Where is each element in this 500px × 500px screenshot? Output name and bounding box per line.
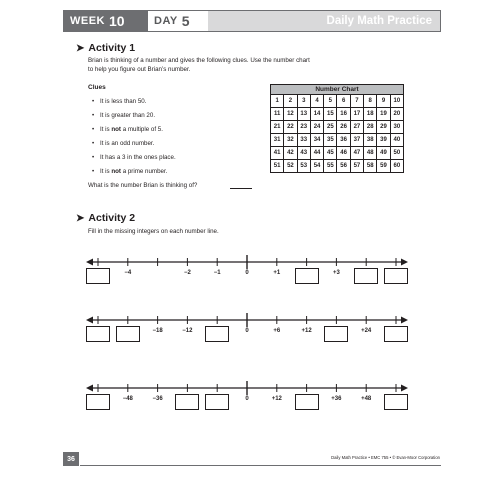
clue-text: It is not a prime number. — [100, 168, 168, 175]
chart-cell: 9 — [377, 95, 390, 108]
chart-cell: 32 — [284, 134, 297, 147]
chart-cell: 44 — [310, 147, 323, 160]
chart-cell: 13 — [297, 108, 310, 121]
chart-cell: 43 — [297, 147, 310, 160]
bullet-icon: • — [92, 168, 95, 175]
chart-cell: 29 — [377, 121, 390, 134]
chart-cell: 28 — [364, 121, 377, 134]
chart-cell: 4 — [310, 95, 323, 108]
chart-cell: 5 — [324, 95, 337, 108]
bullet-icon: • — [92, 98, 95, 105]
chart-cell: 46 — [337, 147, 350, 160]
clue-item — [92, 112, 155, 119]
chart-row — [271, 160, 404, 173]
chart-cell: 11 — [271, 108, 284, 121]
footer-credit: Daily Math Practice • EMC 755 • © Evan-Moor Corporation — [331, 455, 440, 460]
clue-text: It is greater than 20. — [100, 112, 156, 119]
answer-box[interactable] — [175, 394, 199, 410]
chart-cell: 40 — [390, 134, 403, 147]
arrow-right-icon — [401, 259, 408, 266]
answer-box[interactable] — [205, 326, 229, 342]
activity-1-title: Activity 1 — [88, 42, 136, 54]
chart-cell: 51 — [271, 160, 284, 173]
chart-cell: 2 — [284, 95, 297, 108]
chart-cell: 26 — [337, 121, 350, 134]
chart-cell: 18 — [364, 108, 377, 121]
tick-label: −1 — [213, 270, 221, 276]
chart-cell: 8 — [364, 95, 377, 108]
answer-box[interactable] — [86, 268, 110, 284]
chart-cell: 57 — [350, 160, 363, 173]
day-number: 5 — [181, 13, 190, 29]
page-number: 36 — [63, 452, 79, 466]
tick-label: −12 — [182, 328, 193, 334]
chart-cell: 31 — [271, 134, 284, 147]
bullet-icon: • — [92, 140, 95, 147]
chart-row — [271, 108, 404, 121]
chart-cell: 55 — [324, 160, 337, 173]
answer-box[interactable] — [116, 326, 140, 342]
tick-label: 0 — [245, 270, 249, 276]
chart-cell: 22 — [284, 121, 297, 134]
activity-1-instructions-line-1: Brian is thinking of a number and gives the following clues. Use the number chart — [88, 57, 310, 64]
chart-cell: 48 — [364, 147, 377, 160]
footer-divider — [80, 465, 441, 466]
chart-cell: 12 — [284, 108, 297, 121]
chart-cell: 56 — [337, 160, 350, 173]
tick-label: −2 — [183, 270, 191, 276]
chart-cell: 50 — [390, 147, 403, 160]
chart-cell: 42 — [284, 147, 297, 160]
chart-row — [271, 147, 404, 160]
chart-cell: 24 — [310, 121, 323, 134]
answer-box[interactable] — [86, 394, 110, 410]
number-line-2 — [86, 306, 408, 366]
clue-item — [92, 126, 163, 133]
answer-box[interactable] — [295, 268, 319, 284]
chart-cell: 53 — [297, 160, 310, 173]
tick-label: +48 — [361, 396, 372, 402]
number-chart-title: Number Chart — [271, 85, 404, 95]
chart-cell: 54 — [310, 160, 323, 173]
chart-cell: 1 — [271, 95, 284, 108]
chart-cell: 10 — [390, 95, 403, 108]
tick-label: −36 — [152, 396, 163, 402]
chart-cell: 41 — [271, 147, 284, 160]
tick-label: +12 — [271, 396, 282, 402]
tick-label: −4 — [124, 270, 132, 276]
arrow-left-icon — [86, 259, 93, 266]
chart-cell: 60 — [390, 160, 403, 173]
chevron-right-icon: ➤ — [76, 42, 85, 54]
answer-box[interactable] — [384, 268, 408, 284]
clue-text: It is less than 50. — [100, 98, 147, 105]
activity-1-instructions-line-2: to help you figure out Brian’s number. — [88, 66, 191, 73]
answer-line[interactable] — [230, 188, 252, 189]
chart-cell: 3 — [297, 95, 310, 108]
clue-item — [92, 154, 176, 161]
clues-title: Clues — [88, 84, 106, 91]
bullet-icon: • — [92, 126, 95, 133]
bullet-icon: • — [92, 154, 95, 161]
tick-label: +1 — [273, 270, 281, 276]
activity-2-title: Activity 2 — [88, 212, 136, 224]
chart-cell: 38 — [364, 134, 377, 147]
number-chart — [270, 84, 404, 173]
clue-item — [92, 98, 146, 105]
chart-cell: 37 — [350, 134, 363, 147]
chart-cell: 59 — [377, 160, 390, 173]
answer-box[interactable] — [354, 268, 378, 284]
tick-label: +3 — [332, 270, 340, 276]
clue-text: It is an odd number. — [100, 140, 155, 147]
tick-label: +36 — [331, 396, 342, 402]
chart-cell: 35 — [324, 134, 337, 147]
clue-item — [92, 140, 154, 147]
chart-cell: 23 — [297, 121, 310, 134]
tick-label: +12 — [301, 328, 312, 334]
chart-cell: 7 — [350, 95, 363, 108]
chart-cell: 6 — [337, 95, 350, 108]
arrow-left-icon — [86, 317, 93, 324]
chart-cell: 30 — [390, 121, 403, 134]
chart-cell: 39 — [377, 134, 390, 147]
chart-cell: 52 — [284, 160, 297, 173]
clue-text: It is not a multiple of 5. — [100, 126, 163, 133]
answer-box[interactable] — [384, 326, 408, 342]
answer-box[interactable] — [205, 394, 229, 410]
tick-label: 0 — [245, 396, 249, 402]
tick-label: 0 — [245, 328, 249, 334]
chart-cell: 14 — [310, 108, 323, 121]
chart-cell: 47 — [350, 147, 363, 160]
tick-label: +24 — [361, 328, 372, 334]
clue-text: It has a 3 in the ones place. — [100, 154, 176, 161]
chart-cell: 36 — [337, 134, 350, 147]
question-text: What is the number Brian is thinking of? — [88, 182, 198, 189]
arrow-right-icon — [401, 385, 408, 392]
chart-row — [271, 121, 404, 134]
answer-box[interactable] — [324, 326, 348, 342]
chart-cell: 27 — [350, 121, 363, 134]
clue-item — [92, 168, 167, 175]
week-badge — [64, 11, 148, 31]
chart-cell: 33 — [297, 134, 310, 147]
number-line-3 — [86, 374, 408, 434]
number-line-1 — [86, 248, 408, 308]
day-badge — [148, 11, 208, 31]
chevron-right-icon: ➤ — [76, 212, 85, 224]
activity-1-heading — [76, 42, 135, 54]
answer-box[interactable] — [295, 394, 319, 410]
header-title: Daily Math Practice — [208, 11, 440, 31]
answer-box[interactable] — [384, 394, 408, 410]
tick-label: −18 — [152, 328, 163, 334]
activity-2-heading — [76, 212, 135, 224]
arrow-right-icon — [401, 317, 408, 324]
arrow-left-icon — [86, 385, 93, 392]
chart-cell: 34 — [310, 134, 323, 147]
chart-cell: 49 — [377, 147, 390, 160]
chart-row — [271, 134, 404, 147]
chart-cell: 20 — [390, 108, 403, 121]
chart-cell: 21 — [271, 121, 284, 134]
chart-cell: 17 — [350, 108, 363, 121]
chart-cell: 16 — [337, 108, 350, 121]
chart-cell: 45 — [324, 147, 337, 160]
tick-label: −48 — [122, 396, 133, 402]
bullet-icon: • — [92, 112, 95, 119]
page-header — [63, 10, 441, 32]
answer-box[interactable] — [86, 326, 110, 342]
day-label: DAY — [154, 15, 178, 27]
activity-2-instructions: Fill in the missing integers on each number line. — [88, 228, 219, 235]
chart-cell: 15 — [324, 108, 337, 121]
chart-cell: 19 — [377, 108, 390, 121]
chart-row — [271, 95, 404, 108]
chart-cell: 58 — [364, 160, 377, 173]
tick-label: +6 — [273, 328, 281, 334]
chart-cell: 25 — [324, 121, 337, 134]
week-label: WEEK — [70, 15, 105, 27]
week-number: 10 — [109, 13, 125, 29]
